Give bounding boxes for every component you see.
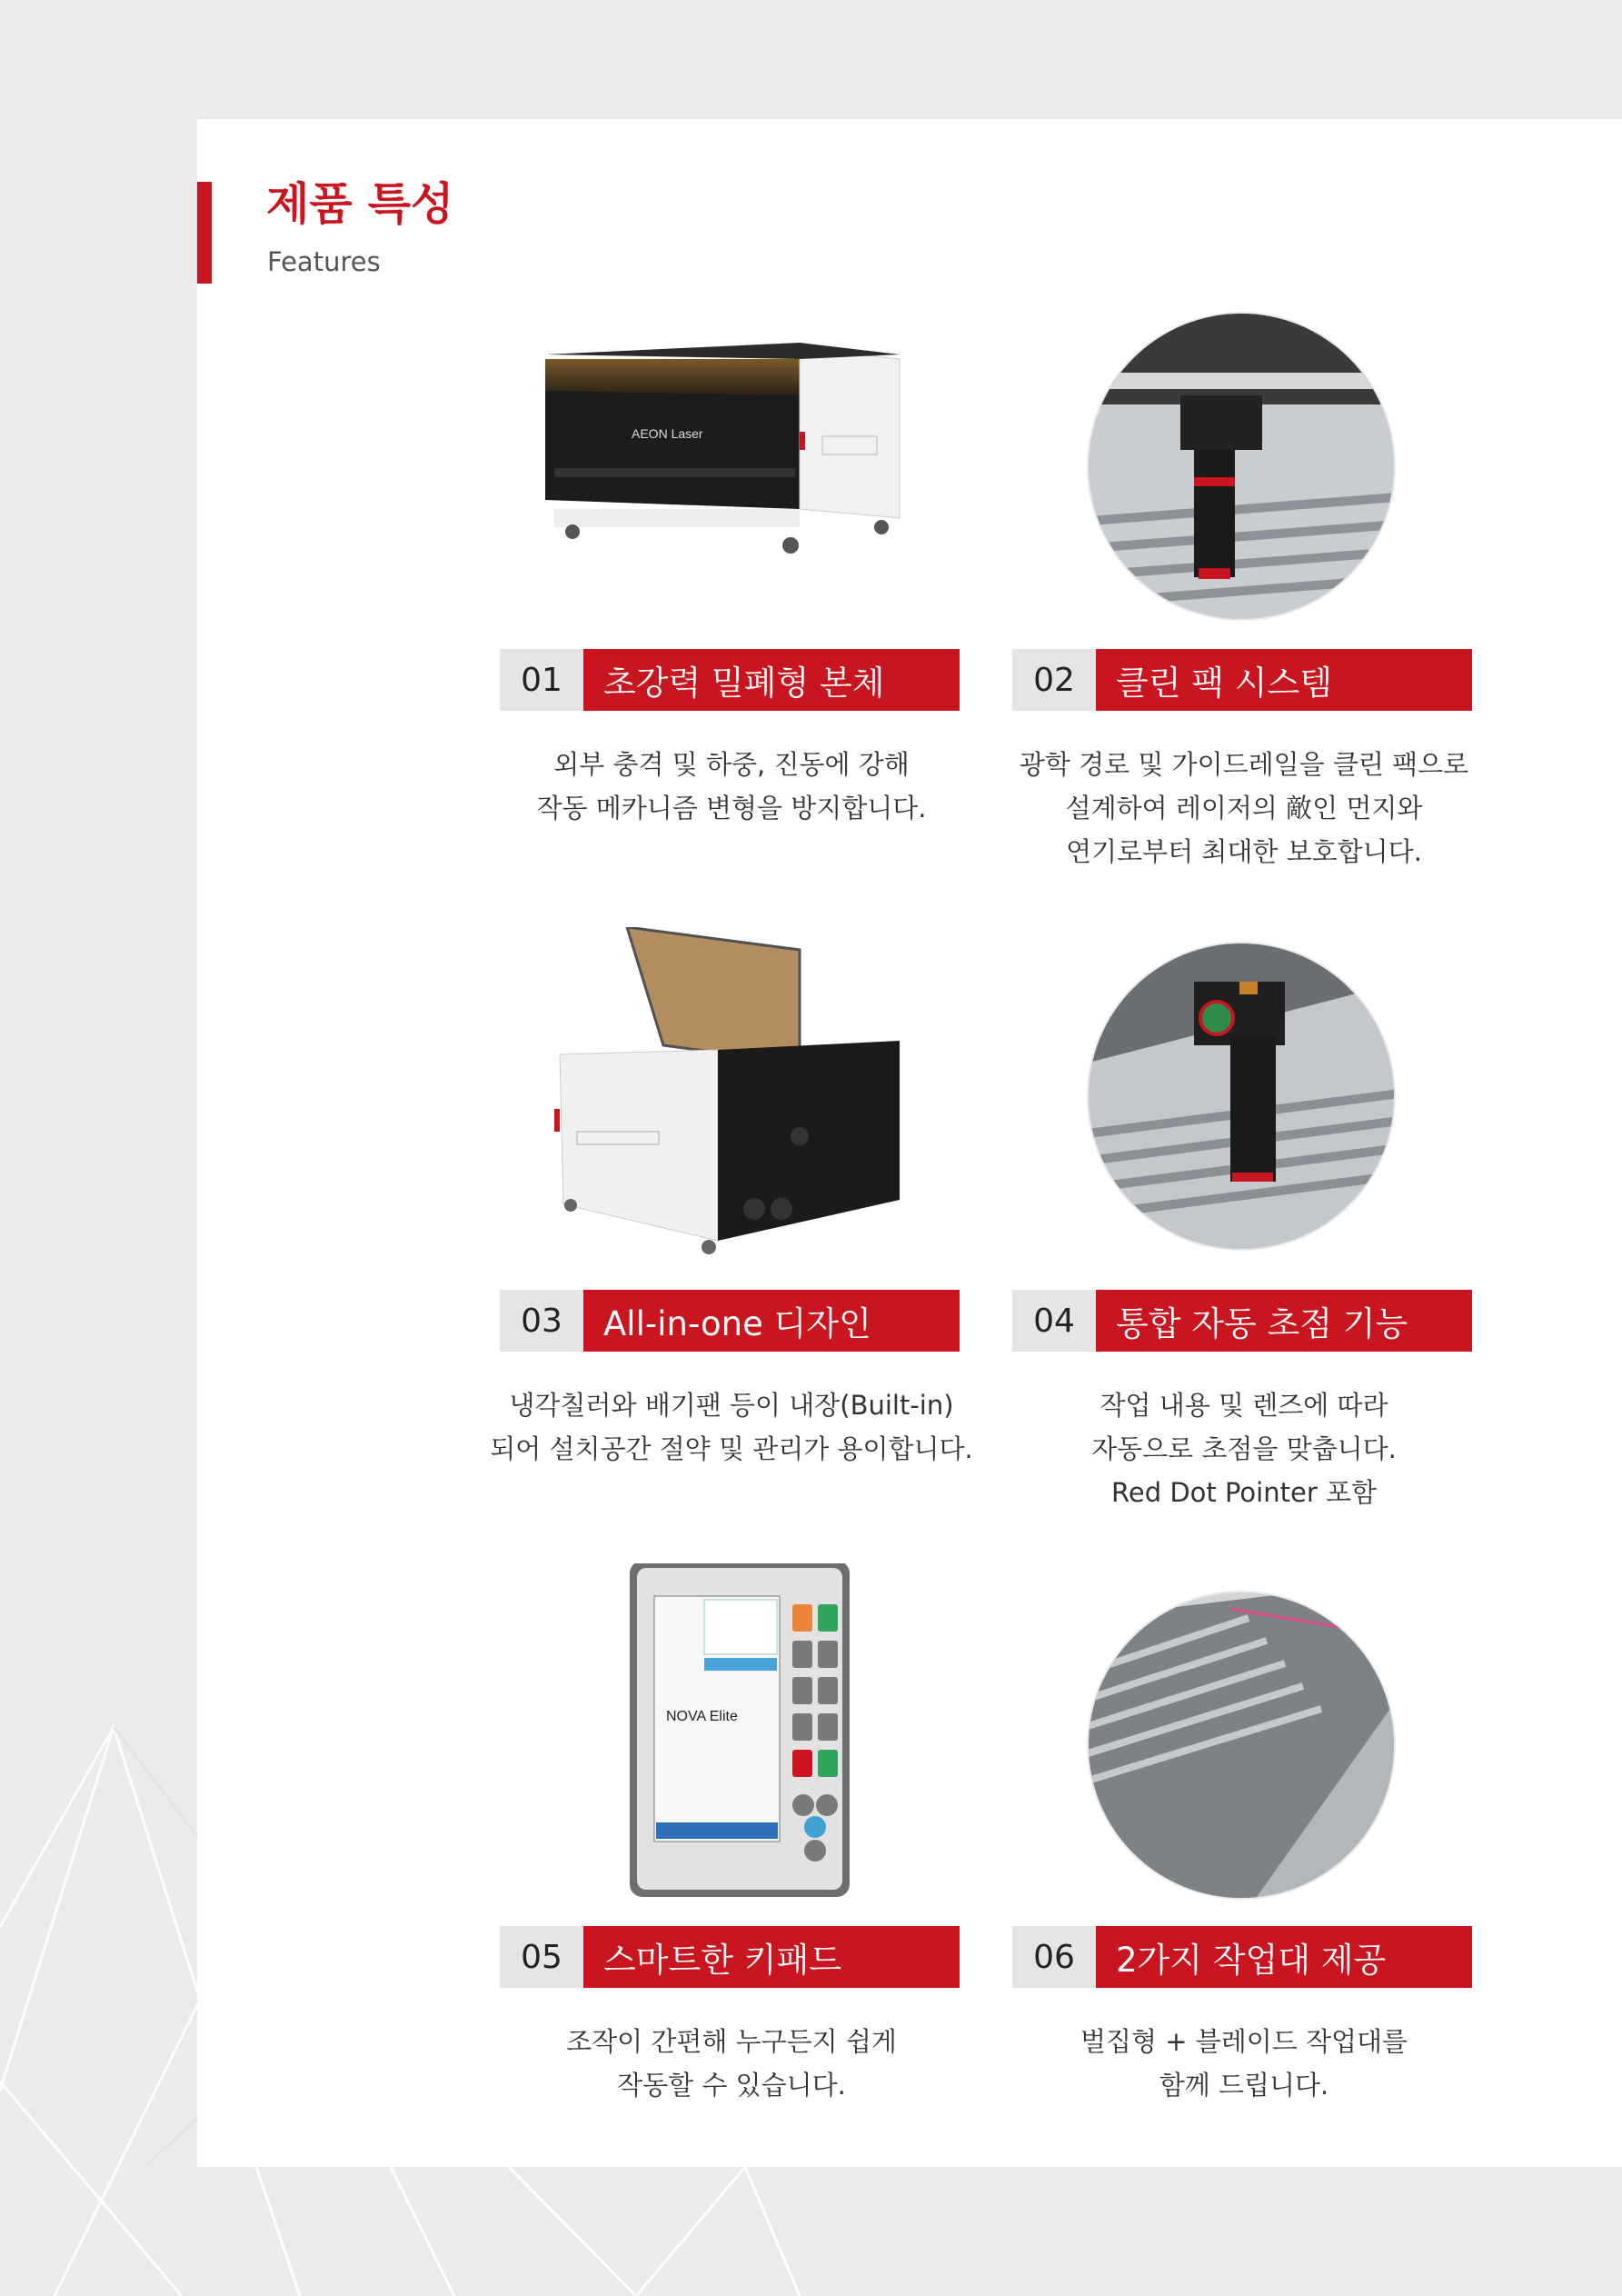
feature-title: 스마트한 키패드: [583, 1926, 960, 1988]
description-line: 작동 메카니즘 변형을 방지합니다.: [536, 793, 927, 824]
description-line: 작동할 수 있습니다.: [617, 2070, 846, 2101]
feature-description: [976, 1383, 1512, 1514]
page-title: 제품 특성: [266, 178, 454, 230]
feature-label-04: [1012, 1290, 1472, 1352]
feature-label-03: [500, 1290, 960, 1352]
feature-label-02: [1012, 649, 1472, 711]
description-line: 조작이 간편해 누구든지 쉽게: [566, 2026, 897, 2057]
feature-number: 04: [1012, 1290, 1096, 1352]
feature-description: [463, 1383, 1000, 1471]
enclosed-body-machine-image: [500, 286, 963, 623]
description-line: 벌집형 + 블레이드 작업대를: [1080, 2026, 1408, 2057]
feature-title: All-in-one 디자인: [583, 1290, 960, 1352]
feature-01-image: [500, 286, 963, 623]
feature-title: 초강력 밀폐형 본체: [583, 649, 960, 711]
feature-description: [463, 743, 1000, 830]
description-line: 외부 충격 및 하중, 진동에 강해: [553, 749, 910, 780]
machine-brand-text: AEON Laser: [632, 426, 703, 441]
work-table-circle-image: [1012, 1563, 1476, 1900]
feature-title: 통합 자동 초점 기능: [1096, 1290, 1472, 1352]
description-line: 되어 설치공간 절약 및 관리가 용이합니다.: [490, 1433, 973, 1464]
feature-label-05: [500, 1926, 960, 1988]
page-subtitle: Features: [267, 246, 381, 277]
description-line: Red Dot Pointer 포함: [1111, 1477, 1377, 1508]
feature-number: 03: [500, 1290, 583, 1352]
feature-number: 01: [500, 649, 583, 711]
feature-title: 클린 팩 시스템: [1096, 649, 1472, 711]
feature-number: 05: [500, 1926, 583, 1988]
autofocus-circle-image: [1012, 927, 1476, 1263]
feature-description: [463, 2020, 1000, 2107]
description-line: 냉각칠러와 배기팬 등이 내장(Built-in): [509, 1390, 954, 1421]
feature-label-01: [500, 649, 960, 711]
feature-06-image: [1012, 1563, 1476, 1900]
feature-03-image: [500, 927, 963, 1263]
feature-04-image: [1012, 927, 1476, 1263]
description-line: 작업 내용 및 렌즈에 따라: [1100, 1390, 1388, 1421]
description-line: 자동으로 초점을 맞춥니다.: [1091, 1433, 1397, 1464]
feature-title: 2가지 작업대 제공: [1096, 1926, 1472, 1988]
feature-02-image: [1012, 286, 1476, 623]
description-line: 연기로부터 최대한 보호합니다.: [1066, 836, 1422, 867]
clean-pack-circle-image: [1012, 286, 1476, 623]
feature-description: [976, 743, 1512, 873]
smart-keypad-image: [500, 1563, 963, 1900]
description-line: 함께 드립니다.: [1159, 2070, 1329, 2101]
title-accent-bar: [197, 182, 212, 284]
keypad-brand-text: NOVA Elite: [666, 1709, 738, 1724]
all-in-one-machine-image: [500, 927, 963, 1263]
feature-number: 02: [1012, 649, 1096, 711]
description-line: 설계하여 레이저의 敵인 먼지와: [1065, 793, 1423, 824]
feature-label-06: [1012, 1926, 1472, 1988]
feature-description: [976, 2020, 1512, 2107]
description-line: 광학 경로 및 가이드레일을 클린 팩으로: [1019, 749, 1469, 780]
feature-number: 06: [1012, 1926, 1096, 1988]
feature-05-image: [500, 1563, 963, 1900]
